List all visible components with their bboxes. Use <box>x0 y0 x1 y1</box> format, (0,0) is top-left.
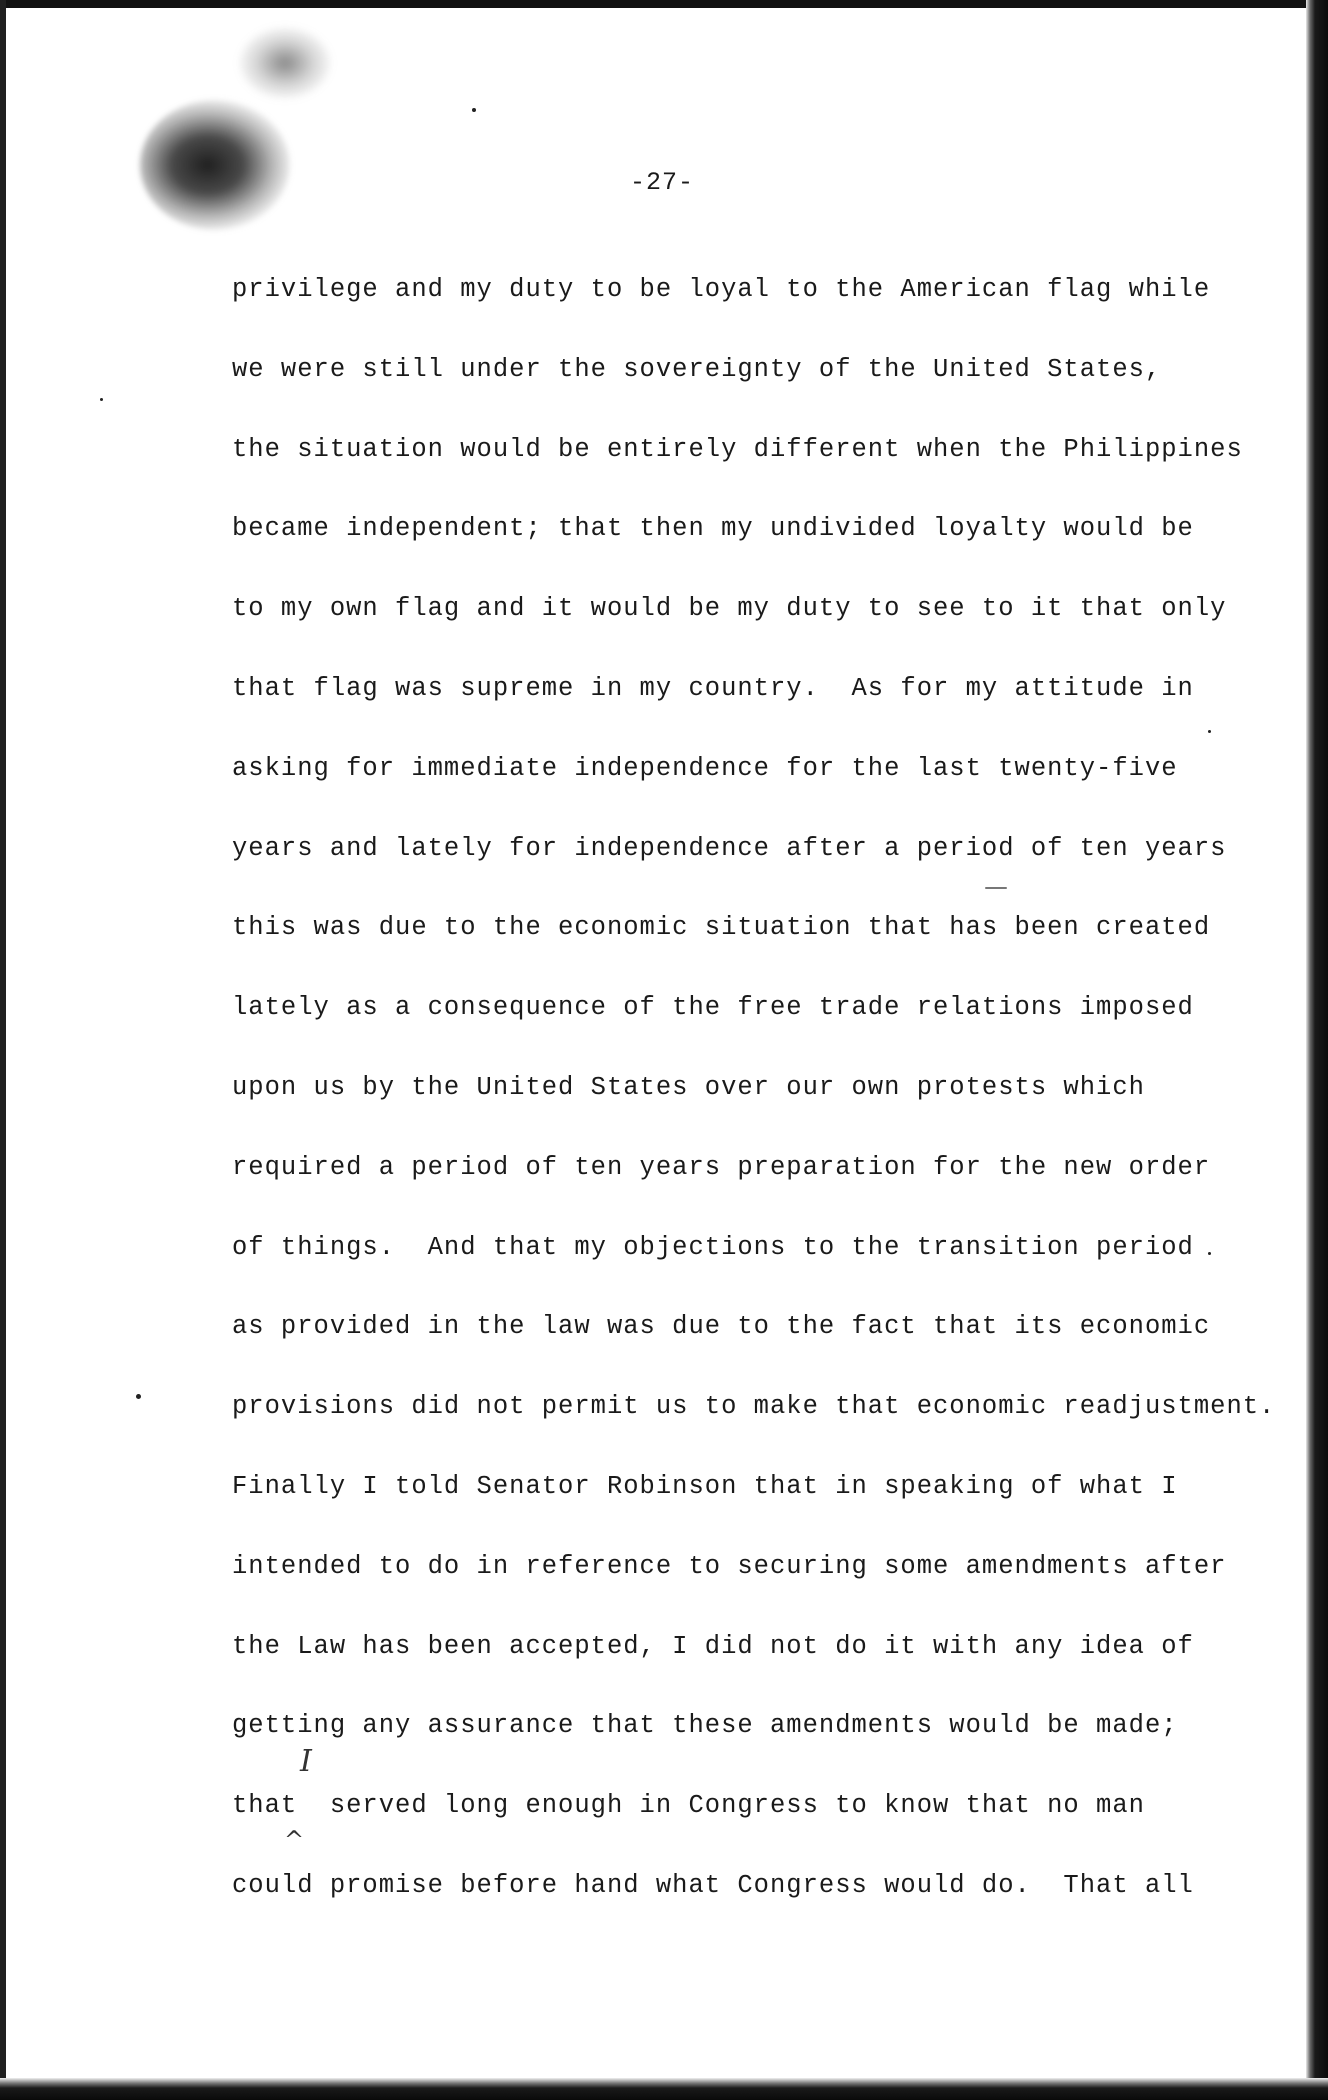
text-line: could promise before hand what Congress would do. That all <box>232 1870 1194 1900</box>
text-line: the Law has been accepted, I did not do it with any idea of <box>232 1631 1194 1661</box>
text-line: this was due to the economic situation that has been created <box>232 913 1211 943</box>
text-line: that served long enough in Congress to know that no man <box>232 1791 1145 1821</box>
text-line: upon us by the United States over our own protests which <box>232 1072 1145 1102</box>
text-line: asking for immediate independence for the last twenty-five <box>232 753 1178 783</box>
speck <box>472 108 476 112</box>
text-line: required a period of ten years preparation for the new order <box>232 1152 1211 1182</box>
ink-smudge <box>140 100 290 230</box>
scan-border-bottom <box>0 2078 1328 2100</box>
text-line: years and lately for independence after a period of ten years <box>232 833 1227 863</box>
scan-border-top <box>0 0 1328 8</box>
text-line: provisions did not permit us to make that economic readjustment. <box>232 1392 1276 1422</box>
text-line: the situation would be entirely different when the Philippines <box>232 434 1243 464</box>
ink-smudge-faint <box>240 28 330 98</box>
speck <box>136 1394 141 1399</box>
text-line: of things. And that my objections to the transition period <box>232 1232 1194 1262</box>
scan-border-left <box>0 0 6 2100</box>
handwritten-insertion: I <box>300 1744 312 1779</box>
speck <box>100 398 103 401</box>
text-line: that flag was supreme in my country. As for my attitude in <box>232 673 1194 703</box>
text-line: to my own flag and it would be my duty to see to it that only <box>232 594 1227 624</box>
text-line: we were still under the sovereignty of the United States, <box>232 354 1162 384</box>
text-line: Finally I told Senator Robinson that in speaking of what I <box>232 1471 1178 1501</box>
text-line: intended to do in reference to securing some amendments after <box>232 1551 1227 1581</box>
typed-body <box>232 268 1276 1944</box>
handwritten-caret: ^ <box>284 1826 305 1854</box>
text-line: getting any assurance that these amendments would be made; <box>232 1711 1178 1741</box>
text-line: lately as a consequence of the free trade relations imposed <box>232 993 1194 1023</box>
text-line: as provided in the law was due to the fact that its economic <box>232 1312 1211 1342</box>
text-line: became independent; that then my undivided loyalty would be <box>232 514 1194 544</box>
text-line: privilege and my duty to be loyal to the American flag while <box>232 275 1211 304</box>
scan-border-right <box>1306 0 1328 2100</box>
page-number: -27- <box>630 168 695 197</box>
